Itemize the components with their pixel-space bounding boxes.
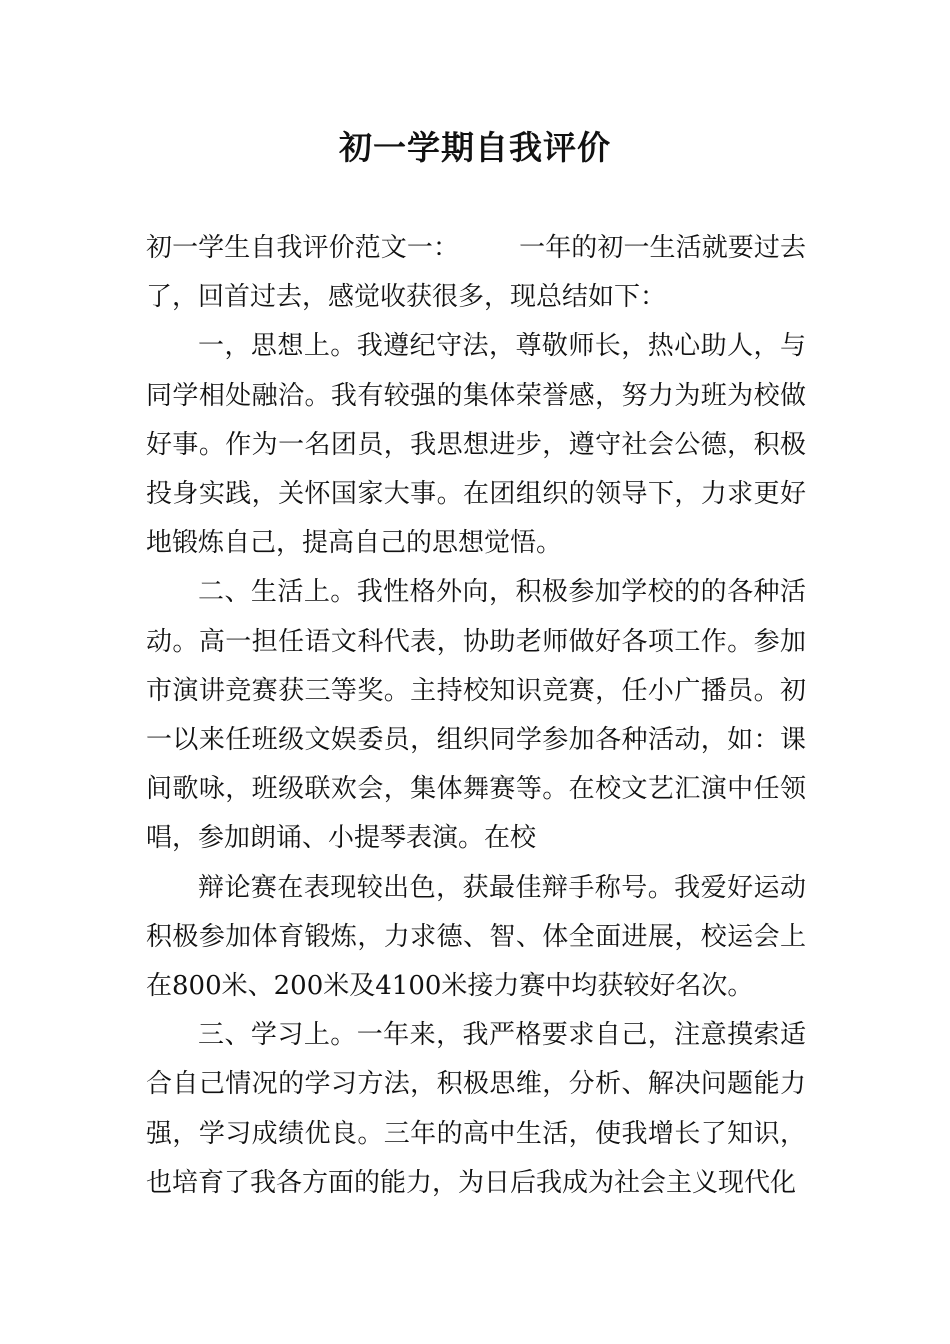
intro-paragraph [146, 224, 806, 322]
paragraph-sports: 辩论赛在表现较出色，获最佳辩手称号。我爱好运动积极参加体育锻炼，力求德、智、体全面进展，校运会上在800米、200米及4100米接力赛中均获较好名次。 [146, 872, 806, 1002]
paragraph-thought: 一，思想上。我遵纪守法，尊敬师长，热心助人，与同学相处融洽。我有较强的集体荣誉感，努力为班为校做好事。作为一名团员，我思想进步，遵守社会公德，积极投身实践，关怀国家大事。在团组织的领导下，力求更好地锻炼自己，提高自己的思想觉悟。 [146, 331, 806, 559]
intro-text: 一年的初一生活就要过去了，回首过去，感觉收获很多，现总结如下： [146, 233, 806, 313]
intro-label: 初一学生自我评价范文一： [146, 233, 460, 263]
paragraph-study: 三、学习上。一年来，我严格要求自己，注意摸索适合自己情况的学习方法，积极思维，分析、解决问题能力强，学习成绩优良。三年的高中生活，使我增长了知识，也培育了我各方面的能力，为日后我成为社会主义现代化 [146, 1020, 806, 1198]
document-body [146, 224, 806, 1208]
document-title: 初一学期自我评价 [339, 128, 611, 167]
paragraph-life: 二、生活上。我性格外向，积极参加学校的的各种活动。高一担任语文科代表，协助老师做好各项工作。参加市演讲竞赛获三等奖。主持校知识竞赛，任小广播员。初一以来任班级文娱委员，组织同学参加各种活动，如：课间歌咏，班级联欢会，集体舞赛等。在校文艺汇演中任领唱，参加朗诵、小提琴表演。在校 [146, 577, 806, 854]
